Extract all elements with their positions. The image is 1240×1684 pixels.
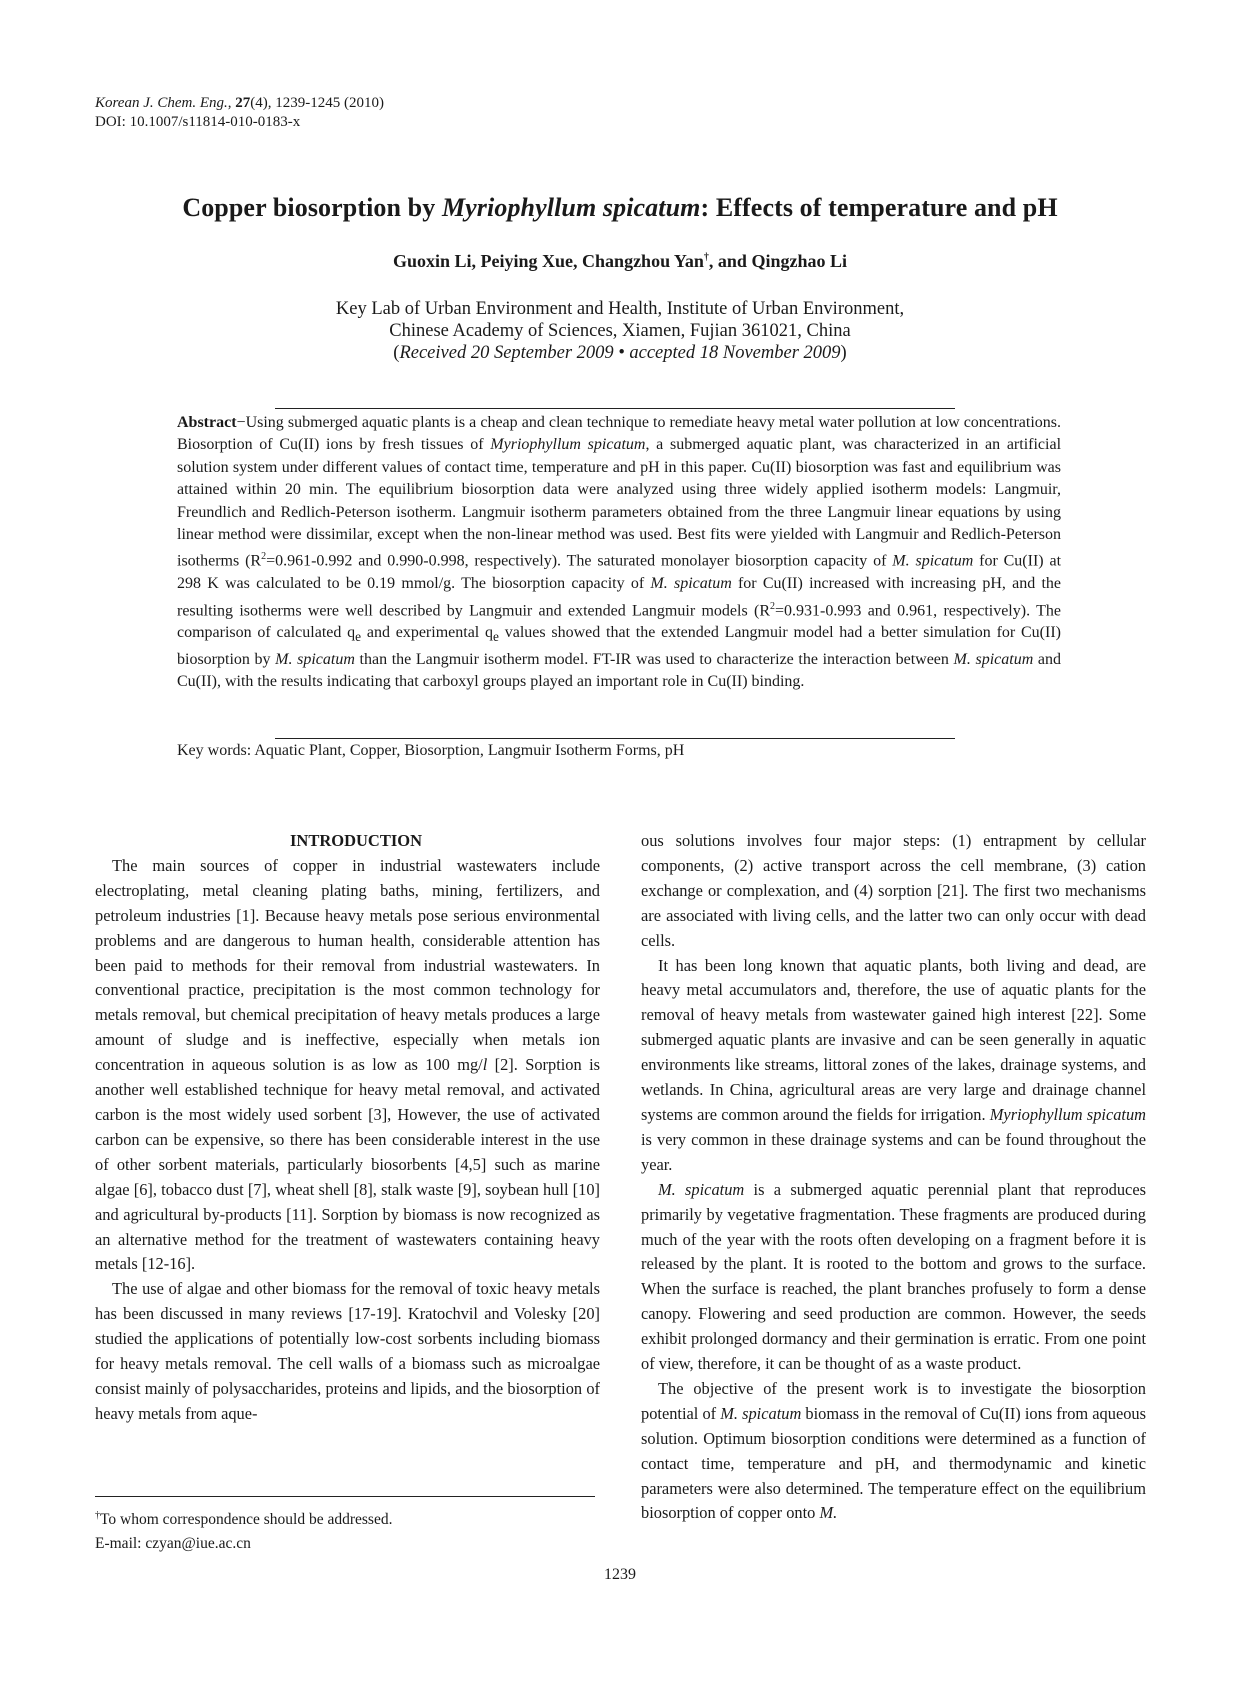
left-column <box>95 829 600 1427</box>
paragraph-text: The objective of the present work is to investigate the biosorption potential of <box>641 1378 1146 1423</box>
paragraph-text: It has been long known that aquatic plants, both living and dead, are heavy metal accumulators and, therefore, the use of aquatic plants for the removal of heavy metals from wastewater gained high interest [22]. Some submerged aquatic plants are invasive and can be seen generally in aquatic environments like streams, littoral zones of the lakes, drainage systems, and wetlands. In China, agricultural areas are very large and drainage channel systems are common around the fields for irrigation. <box>641 955 1146 1124</box>
abstract-sub: e <box>493 629 499 645</box>
paragraph-italic: M. spicatum <box>720 1403 802 1423</box>
section-heading-introduction: INTRODUCTION <box>289 831 423 850</box>
paragraph-italic: M. spicatum <box>658 1179 745 1199</box>
abstract-species: M. spicatum <box>892 552 974 570</box>
footnote-email: E-mail: czyan@iue.ac.cn <box>95 1535 251 1553</box>
abstract-text: than the Langmuir isotherm model. FT-IR was used to characterize the interaction between <box>354 650 954 668</box>
journal-volume: 27 <box>235 95 251 111</box>
journal-name: Korean J. Chem. Eng. <box>95 95 228 111</box>
page-number: 1239 <box>604 1566 636 1583</box>
title-part2: : Effects of temperature and pH <box>700 193 1058 222</box>
abstract-dash: − <box>236 414 246 431</box>
paragraph-text: [2]. Sorption is another well established technique for heavy metal removal, and activated carbon is the most widely used sorbent [3], However, the use of activated carbon can be expensive, so there has been considerable interest in the use of other sorbent materials, particularly biosorbents [4,5] such as marine algae [6], tobacco dust [7], wheat shell [8], stalk waste [9], soybean hull [10] and agricultural by-products [11]. Sorption by biomass is now recognized as an alternative method for the treatment of wastewaters containing heavy metals [12-16]. <box>95 1055 600 1274</box>
abstract-text: and experimental q <box>361 624 494 642</box>
abstract-sup: 2 <box>261 551 267 563</box>
abstract-text: Using submerged aquatic plants is a cheap and clean technique to remediate heavy metal water pollution at low concentrations. Biosorption of Cu(II) ions by fresh tissues of <box>177 414 1061 454</box>
paragraph-italic: l <box>482 1055 488 1075</box>
title-species: Myriophyllum spicatum <box>441 193 701 222</box>
corresponding-mark: † <box>703 252 709 263</box>
abstract-species: M. spicatum <box>650 575 732 593</box>
received-text: Received 20 September 2009 • accepted 18 November 2009 <box>399 343 841 363</box>
doi: DOI: 10.1007/s11814-010-0183-x <box>95 114 301 130</box>
abstract-text: =0.961-0.992 and 0.990-0.998, respectively). The saturated monolayer biosorption capacity of <box>266 552 893 570</box>
affiliation-line1: Key Lab of Urban Environment and Health, Institute of Urban Environment, <box>335 299 905 319</box>
abstract-text: for Cu(II) increased with increasing pH, and the resulting isotherms were well described by Langmuir and extended Langmuir models (R <box>177 575 1061 619</box>
paragraph-text: is very common in these drainage systems and can be found throughout the year. <box>641 1129 1146 1174</box>
paper-title <box>0 193 1240 223</box>
abstract-species: Myriophyllum spicatum <box>490 436 646 454</box>
affiliation-line2: Chinese Academy of Sciences, Xiamen, Fujian 361021, China <box>389 321 851 341</box>
authors <box>0 251 1240 272</box>
abstract-species: M. spicatum <box>275 650 355 668</box>
paragraph-text: biomass in the removal of Cu(II) ions from aqueous solution. Optimum biosorption conditions were determined as a function of contact time, temperature and pH, and thermodynamic and kinetic parameters were also determined. The temperature effect on the equilibrium biosorption of copper onto <box>641 1403 1146 1523</box>
abstract-text: for Cu(II) at 298 K was calculated to be 0.19 mmol/g. The biosorption capacity of <box>177 552 1062 593</box>
footnote-mark: † <box>95 1510 100 1521</box>
paragraph <box>95 854 600 1277</box>
right-column <box>641 829 1146 1526</box>
title-part1: Copper biosorption by <box>182 193 442 222</box>
paragraph-text: The main sources of copper in industrial wastewaters include electroplating, metal cleaning plating baths, mining, fertilizers, and petroleum industries [1]. Because heavy metals pose serious environmental problems and are dangerous to human health, considerable attention has been paid to methods for their removal from industrial wastewaters. In conventional practice, precipitation is the most common technology for metals removal, but chemical precipitation of heavy metals produces a large amount of sludge and is ineffective, especially when metals ion concentration in aqueous solution is as low as 100 mg/ <box>95 855 600 1075</box>
paragraph <box>641 1178 1146 1377</box>
authors-part1: Guoxin Li, Peiying Xue, Changzhou Yan <box>393 251 704 271</box>
paragraph: ous solutions involves four major steps: (1) entrapment by cellular components, (2) active transport across the cell membrane, (3) cation exchange or complexation, and (4) sorption [21]. The first two mechanisms are associated with living cells, and the latter two can only occur with dead cells. <box>641 831 1146 950</box>
abstract-sup: 2 <box>770 600 776 612</box>
paragraph <box>641 954 1146 1178</box>
abstract <box>177 412 1061 694</box>
affiliation <box>0 298 1240 364</box>
abstract-top-rule <box>275 408 955 409</box>
abstract-text: =0.931-0.993 and 0.961, respectively). The comparison of calculated q <box>177 601 1061 642</box>
keywords: Key words: Aquatic Plant, Copper, Biosorption, Langmuir Isotherm Forms, pH <box>177 742 685 759</box>
footnote-text: To whom correspondence should be addressed. <box>100 1511 393 1529</box>
paragraph-italic: Myriophyllum spicatum <box>989 1104 1146 1124</box>
abstract-text: and Cu(II), with the results indicating that carboxyl groups played an important role in Cu(II) binding. <box>177 650 1062 691</box>
footnote <box>95 1504 392 1556</box>
journal-header: Korean J. Chem. Eng., 27(4), 1239-1245 (2010) DOI: 10.1007/s11814-010-0183-x <box>95 95 384 130</box>
paragraph-text: is a submerged aquatic perennial plant that reproduces primarily by vegetative fragmentation. These fragments are produced during much of the year with the roots often developing on a fragment before it is released by the plant. It is rooted to the bottom and grows to the surface. When the surface is reached, the plant branches profusely to form a dense canopy. Flowering and seed production are common. However, the seeds exhibit prolonged dormancy and their germination is erratic. From one point of view, therefore, it can be thought of as a waste product. <box>641 1179 1146 1374</box>
paragraph: The use of algae and other biomass for the removal of toxic heavy metals has been discussed in many reviews [17-19]. Kratochvil and Volesky [20] studied the applications of potentially low-cost sorbents including biomass for heavy metals removal. The cell walls of a biomass such as microalgae consist mainly of polysaccharides, proteins and lipids, and the biosorption of heavy metals from aque- <box>95 1279 600 1423</box>
footnote-rule <box>95 1496 595 1497</box>
abstract-label: Abstract <box>177 414 237 431</box>
abstract-text: values showed that the extended Langmuir model had a better simulation for Cu(II) biosorption by <box>177 624 1061 668</box>
abstract-sub: e <box>355 629 362 645</box>
paragraph-italic: M. <box>819 1503 838 1523</box>
abstract-species: M. spicatum <box>953 650 1034 668</box>
abstract-text: , a submerged aquatic plant, was characterized in an artificial solution system under different values of contact time, temperature and pH in this paper. Cu(II) biosorption was fast and equilibrium was attained within 20 min. The equilibrium biosorption data were analyzed using three widely applied isotherm models: Langmuir, Freundlich and Redlich-Peterson isotherm. Langmuir isotherm parameters obtained from the three Langmuir linear equations by using linear method were dissimilar, except when the non-linear method was used. Best fits were yielded with Langmuir and Redlich-Peterson isotherms (R <box>177 436 1062 570</box>
received-dates: (Received 20 September 2009 • accepted 18 November 2009) <box>393 343 847 363</box>
authors-part2: , and Qingzhao Li <box>708 251 847 271</box>
abstract-bottom-rule <box>275 738 955 739</box>
paragraph <box>641 1377 1146 1526</box>
journal-issue-pages: (4), 1239-1245 (2010) <box>250 95 384 111</box>
